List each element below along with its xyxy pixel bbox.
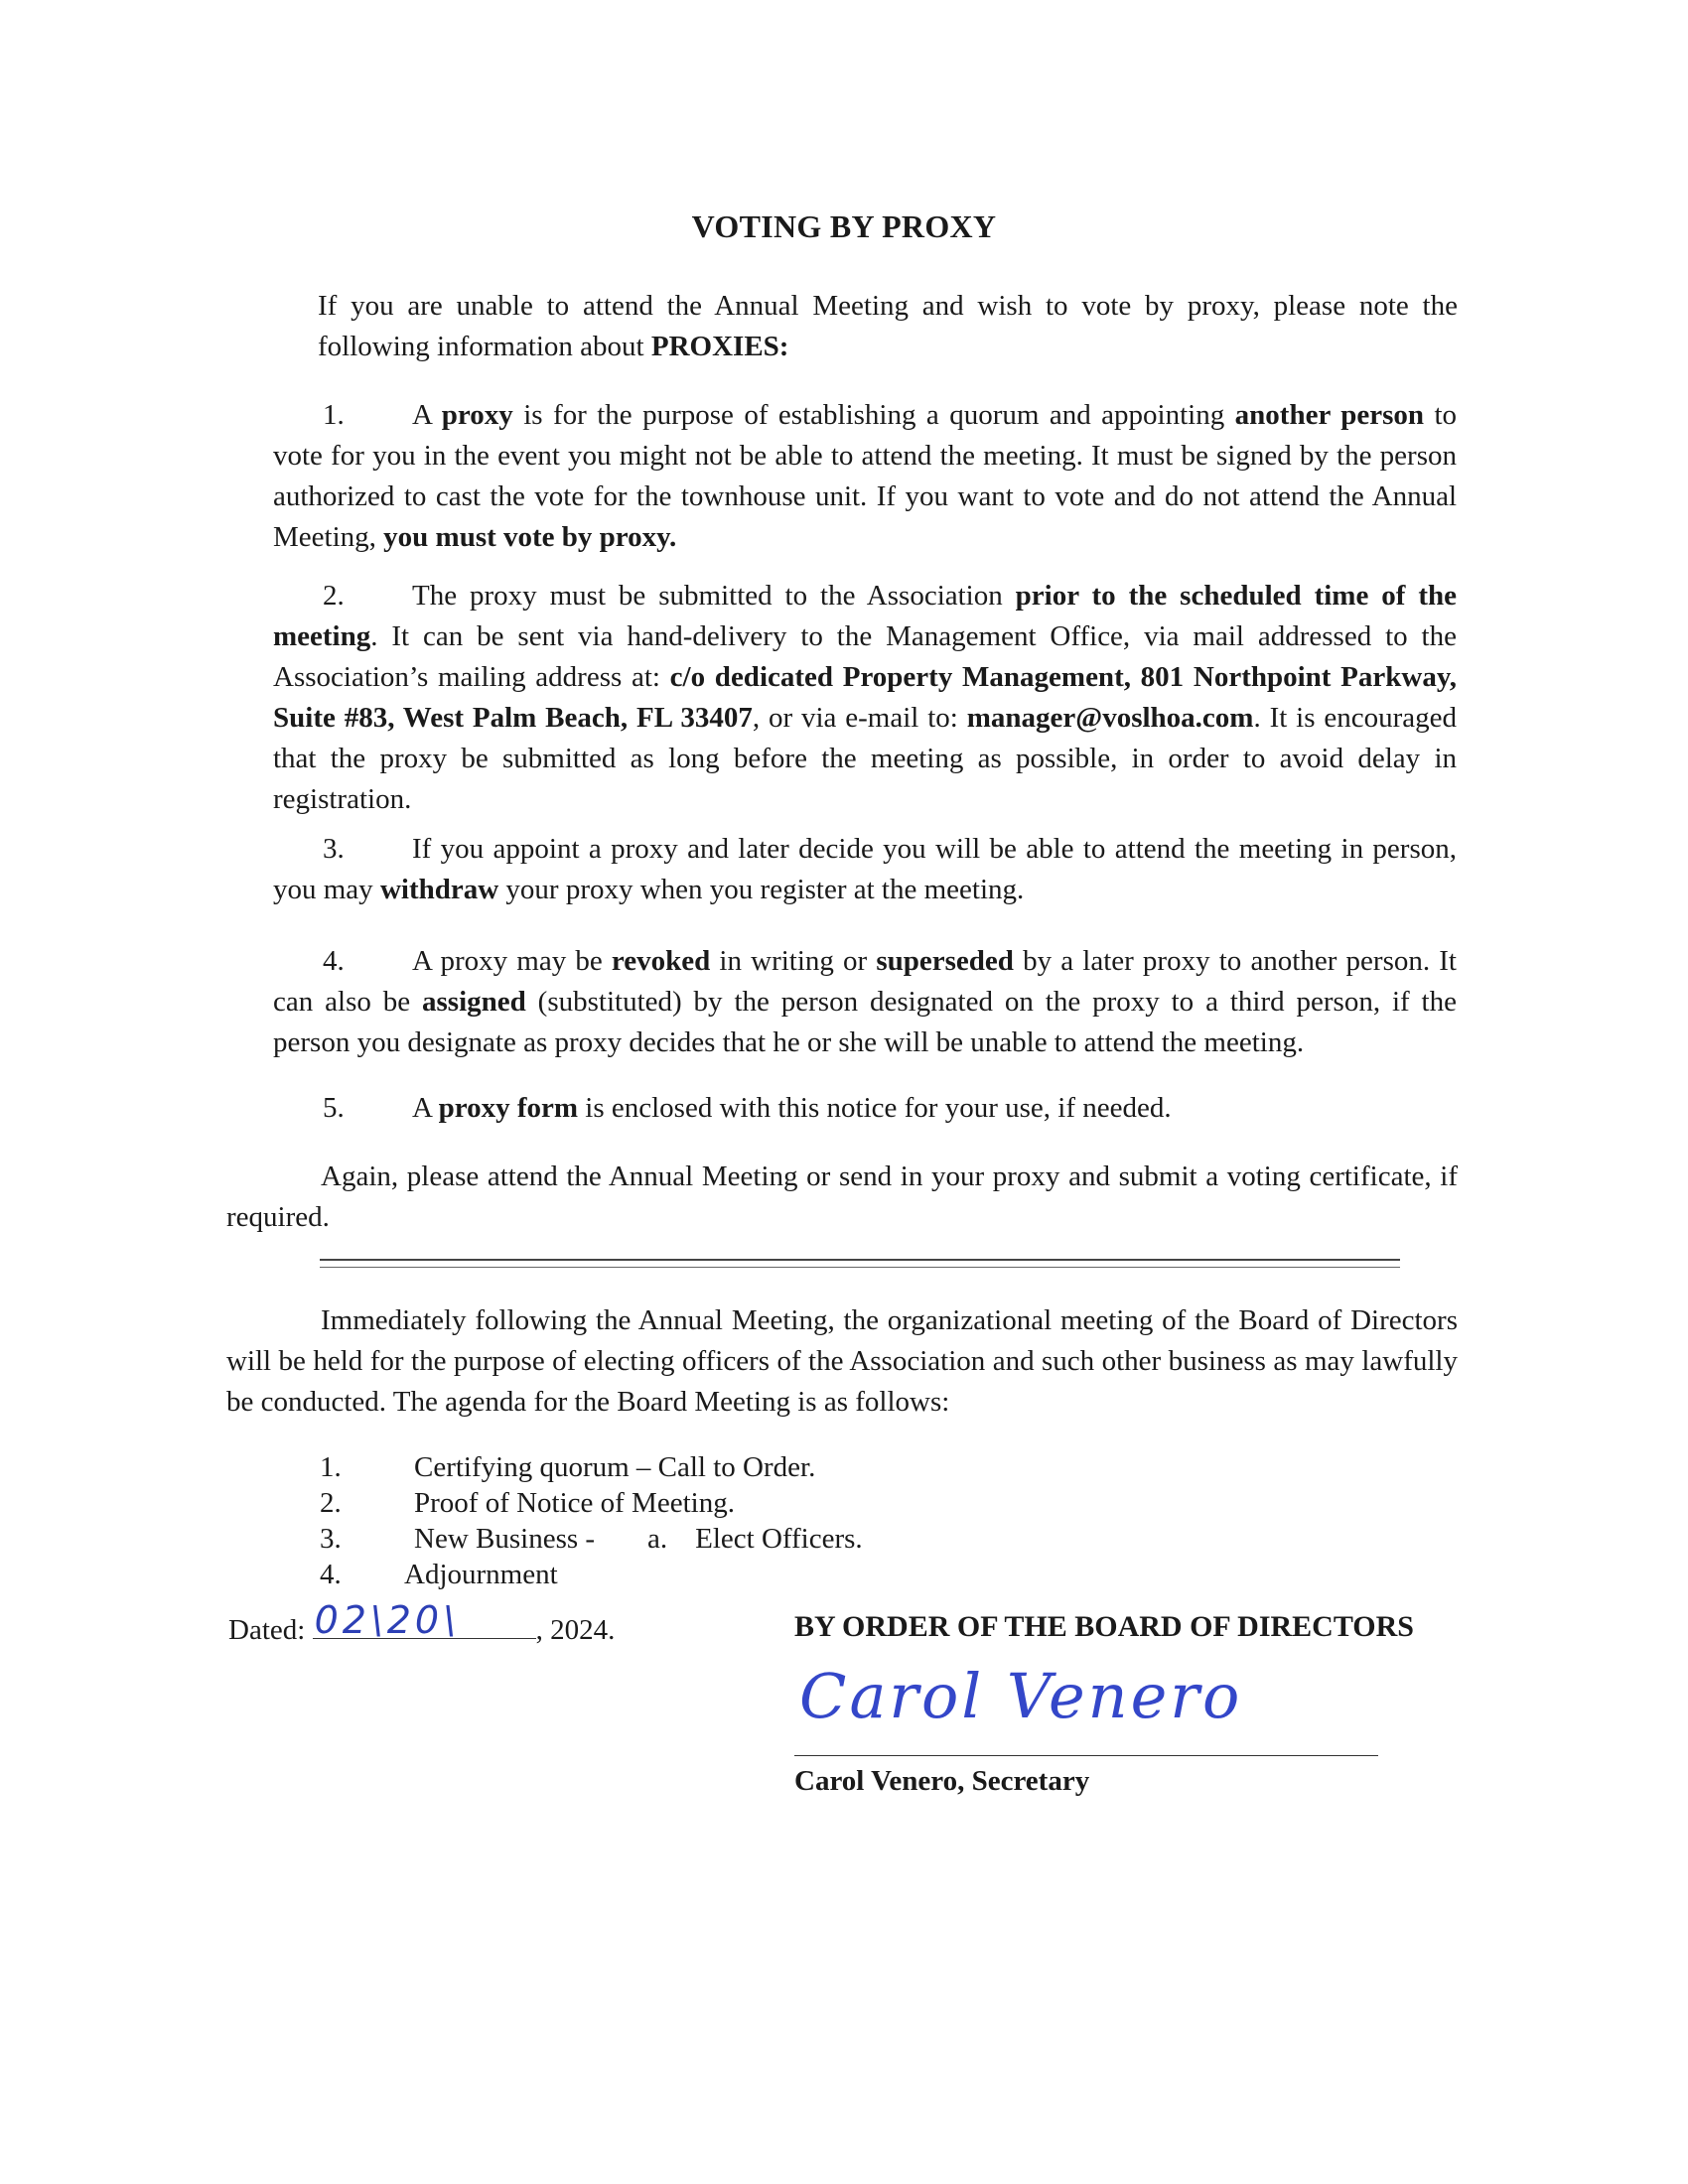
item-number: 2. [323,580,345,612]
signature-line [794,1755,1378,1756]
intro-text: If you are unable to attend the Annual Meeting and wish to vote by proxy, please note the following information about [318,290,1458,362]
section-divider [320,1259,1400,1268]
dated-year: , 2024. [535,1614,616,1646]
date-blank [313,1598,536,1642]
proxy-item-1: 1. A proxy is for the purpose of establishing a quorum and appointing another person to vote for you in the event you might not be able to attend the meeting. It must be signed by the person authorized to cast the vote for the townhouse unit. If you want to vote and do not attend the Annual Meeting, you must vote by proxy. [273,395,1457,558]
proxy-item-3: 3. If you appoint a proxy and later decide you will be able to attend the meeting in person, you may withdraw your proxy when you register at the meeting. [273,829,1457,910]
item-number: 1. [323,399,345,431]
page-title: VOTING BY PROXY [691,208,997,244]
mailing-address: c/o dedicated Property Management, 801 Northpoint Parkway, Suite #83, West Palm Beach, FL 33407 [273,661,1457,734]
signer-name: Carol Venero, Secretary [794,1765,1090,1797]
proxy-item-4: 4. A proxy may be revoked in writing or superseded by a later proxy to another person. It can also be assigned (substituted) by the person designated on the proxy to a third person, if the person you designate as proxy decides that he or she will be unable to attend the meeting. [273,941,1457,1063]
handwritten-signature: Carol Venero [799,1660,1243,1732]
by-order-heading: BY ORDER OF THE BOARD OF DIRECTORS [794,1610,1414,1643]
dated-line [228,1598,616,1647]
proxy-notice-page: VOTING BY PROXY If you are unable to attend the Annual Meeting and wish to vote by proxy, please note the following information about PROXIES: 1. A proxy is for the purpose of establishing a quorum and appointing another person to vote for you in the event you might not be able to attend the meeting. It must be signed by the person authorized to cast the vote for the townhouse unit. If you want to vote and do not attend the Annual Meeting, you must vote by proxy. 2. The proxy must be submitted to the Association prior to the scheduled time of the meeting. It can be sent via hand-delivery to the Management Office, via mail addressed to the Association’s mailing address at: c/o dedicated Property Management, 801 Northpoint Parkway, Suite #83, West Palm Beach, FL 33407, or via e-mail to: manager@voslhoa.com. It is encouraged that the proxy be submitted as long before the meeting as possible, in order to avoid delay in registration. 3. If you appoint a proxy and later decide you will be able to attend the meeting in person, you may withdraw your proxy when you register at the meeting. 4. A proxy may be revoked in writing or superseded by a later proxy to another person. It can also be assigned (substituted) by the person designated on the proxy to a third person, if the person you designate as proxy decides that he or she will be unable to attend the meeting. 5. A proxy form is enclosed with this notice for your use, if needed. Again, please attend the Annual Meeting or send in your proxy and submit a voting certificate, if required. Immediately following the Annual Meeting, the organizational meeting of the Board of Directors will be held for the purpose of electing officers of the Association and such other business as may lawfully be conducted. The agenda for the Board Meeting is as follows: 1. Certifying quorum – Call to Order. 2. Proof of Notice of Meeting. 3. New Business - a. Elect Officers. 4. Adjournment Dated: 02\20\ , 2024. BY ORDER OF THE BOARD OF DIRECTORS Carol Venero Carol Venero, Secretary [0,0,1688,2184]
handwritten-date: 02\20\ [314,1598,460,1642]
item-number: 5. [323,1092,345,1124]
proxy-item-2: 2. The proxy must be submitted to the Association prior to the scheduled time of the meeting. It can be sent via hand-delivery to the Management Office, via mail addressed to the Association’s mailing address at: c/o dedicated Property Management, 801 Northpoint Parkway, Suite #83, West Palm Beach, FL 33407, or via e-mail to: manager@voslhoa.com. It is encouraged that the proxy be submitted as long before the meeting as possible, in order to avoid delay in registration. [273,576,1457,820]
item-number: 4. [323,945,345,977]
intro-bold-proxies: PROXIES: [650,331,789,362]
manager-email: manager@voslhoa.com [966,702,1254,734]
intro-paragraph [226,286,1458,367]
item-number: 3. [323,833,345,865]
dated-label: Dated: [228,1614,306,1646]
board-meeting-paragraph: Immediately following the Annual Meeting, the organizational meeting of the Board of Directors will be held for the purpose of electing officers of the Association and such other business as may lawfully be conducted. The agenda for the Board Meeting is as follows: [226,1304,1458,1418]
again-paragraph: Again, please attend the Annual Meeting or send in your proxy and submit a voting certificate, if required. [226,1160,1458,1233]
proxy-item-5: 5. A proxy form is enclosed with this notice for your use, if needed. [273,1088,1457,1129]
